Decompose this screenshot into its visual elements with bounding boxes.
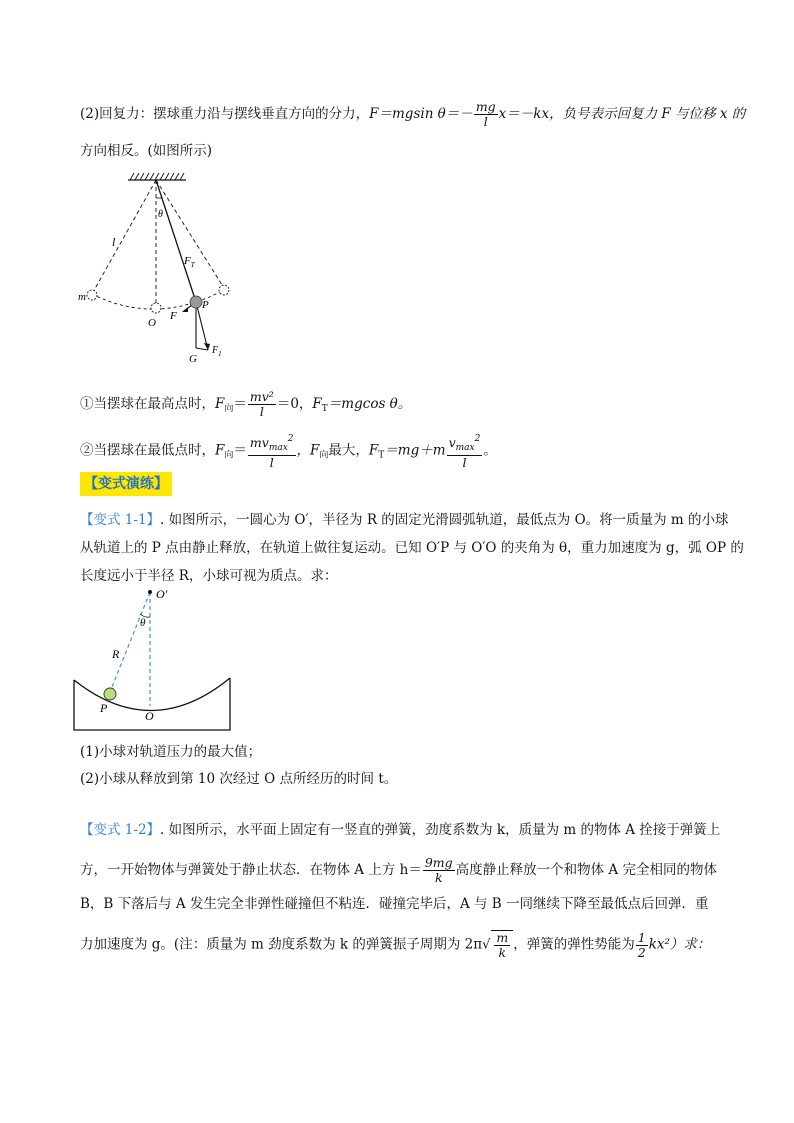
right-ball-ghost (219, 285, 229, 295)
force-label: F (170, 310, 177, 322)
subscript: 向 (319, 450, 329, 461)
text: ＝mgcos θ。 (327, 396, 412, 412)
text: ＝mgsin θ＝－ (378, 106, 473, 122)
theta-label: θ (158, 209, 163, 220)
q11-sub-1: (1)小球对轨道压力的最大值； (80, 744, 262, 760)
length-label: l (112, 235, 116, 249)
pendulum-diagram (76, 168, 246, 366)
denominator: l (483, 114, 488, 129)
sqrt-body (491, 930, 513, 960)
q11-sub-2: (2)小球从释放到第 10 次经过 O 点所经历的时间 t。 (80, 771, 398, 787)
center-point (148, 590, 152, 594)
subscript: 向 (224, 450, 234, 461)
f1-sub: 1 (218, 350, 222, 358)
text: x＝－kx，负号表示回复力 F 与位移 x 的 (498, 106, 746, 122)
track-curve (74, 678, 230, 711)
text: . 如图所示，一圆心为 O′，半径为 R 的固定光滑圆弧轨道，最低点为 O。将一质量为 m 的小球 (160, 512, 729, 528)
text: ＝ (233, 396, 247, 412)
numerator (248, 432, 296, 456)
fraction (423, 856, 455, 885)
center-ball-ghost (151, 303, 161, 313)
q12-line-3: B，B 下落后与 A 发生完全非弹性碰撞但不粘连．碰撞完毕后，A 与 B 一同继续下降至最低点后回弹．重 (80, 896, 709, 912)
restoring-arrowhead (182, 307, 188, 312)
slanted-radius (110, 592, 150, 692)
text: F (368, 442, 379, 459)
numerator (447, 432, 483, 456)
subscript: T (378, 450, 385, 461)
text: v (448, 435, 456, 450)
text: (2)回复力：摆球重力沿与摆线垂直方向的分力， (80, 106, 370, 122)
q11-line-2: 从轨道上的 P 点由静止释放，在轨道上做往复运动。已知 O′P 与 O′O 的夹角为 θ，重力加速度为 g，弧 OP 的 (80, 540, 744, 556)
text: F (215, 442, 225, 459)
text: kx²）求： (648, 936, 711, 953)
q11-line-3: 长度远小于半径 R，小球可视为质点。求： (80, 568, 338, 584)
numerator: mg (475, 99, 496, 114)
text: F (312, 396, 322, 412)
text: 力加速度为 g。(注：质量为 m 劲度系数为 k 的弹簧振子周期为 2π (80, 936, 483, 953)
left-dashed-string (92, 180, 156, 294)
o-prime-label: O′ (156, 587, 168, 601)
denominator: l (462, 455, 467, 470)
case-lowest-point (80, 432, 497, 470)
text: ，弹簧的弹性势能为 (513, 936, 635, 953)
question-tag: 【变式 1-1】 (80, 512, 161, 528)
practice-section-title: 【变式演练】 (80, 472, 172, 496)
fraction (447, 432, 483, 470)
left-ball-ghost (87, 290, 97, 300)
arc-track-diagram (70, 582, 235, 732)
mass-label: m (78, 291, 86, 303)
fraction (636, 931, 648, 960)
denominator: 2 (637, 944, 646, 960)
sqrt-symbol: √ (482, 937, 491, 953)
fraction (248, 390, 276, 419)
f1-main: F (212, 345, 219, 356)
text: 方，一开始物体与弹簧处于静止状态．在物体 A 上方 h＝ (80, 862, 422, 878)
gravity-label: G (189, 353, 197, 365)
tension-main: F (184, 255, 191, 267)
denominator: k (434, 870, 443, 885)
text: ①当摆球在最高点时， (80, 396, 215, 412)
right-dashed-string (156, 180, 224, 288)
o-label: O (145, 709, 154, 723)
text: 高度静止释放一个和物体 A 完全相同的物体 (455, 862, 717, 878)
ball (104, 688, 116, 700)
text: ②当摆球在最低点时， (80, 442, 215, 459)
o-label: O (148, 317, 156, 329)
theta-label: θ (140, 617, 146, 629)
q11-line-1 (80, 510, 729, 530)
subscript: T (321, 404, 328, 414)
text: 最大， (328, 442, 369, 459)
denominator: l (269, 455, 274, 470)
force-link (196, 348, 208, 350)
question-tag: 【变式 1-2】 (80, 822, 161, 838)
restoring-force-line-1 (80, 100, 745, 129)
pendulum-bob (190, 296, 202, 308)
fraction (248, 432, 296, 470)
p-label: P (202, 299, 209, 311)
subscript: max (268, 443, 288, 453)
text: ＝ (233, 442, 247, 459)
superscript: 2 (287, 434, 294, 444)
numerator: 9mg (424, 855, 453, 870)
superscript: 2 (474, 434, 481, 444)
f1-arrowhead (204, 343, 210, 350)
q12-line-2 (80, 856, 717, 885)
subscript: max (455, 443, 475, 453)
fraction (494, 931, 510, 960)
denominator: l (259, 404, 264, 419)
text: ，F (296, 442, 320, 459)
fraction (474, 100, 498, 129)
radius-label: R (112, 647, 120, 661)
tension-label (183, 255, 196, 269)
text: 。 (483, 442, 497, 459)
restoring-force-line-2: 方向相反。(如图所示) (80, 143, 213, 159)
text: ＝0， (276, 396, 313, 412)
case-highest-point (80, 390, 411, 419)
denominator: k (498, 945, 507, 960)
numerator: mv² (249, 389, 274, 404)
q12-line-4 (80, 930, 710, 960)
numerator: m (496, 930, 509, 945)
text: F (215, 396, 225, 412)
subscript: 向 (224, 404, 234, 414)
tension-sub: T (190, 261, 195, 269)
ceiling-hatch (130, 173, 184, 180)
numerator: 1 (637, 929, 646, 945)
f1-label (211, 345, 222, 358)
text: mv (249, 435, 269, 450)
text: . 如图所示，水平面上固定有一竖直的弹簧，劲度系数为 k，质量为 m 的物体 A 拴接于弹簧上 (160, 822, 721, 838)
q12-line-1 (80, 820, 720, 840)
text: F (369, 106, 379, 122)
p-label: P (100, 701, 108, 715)
text: ＝mg＋m (384, 442, 446, 459)
